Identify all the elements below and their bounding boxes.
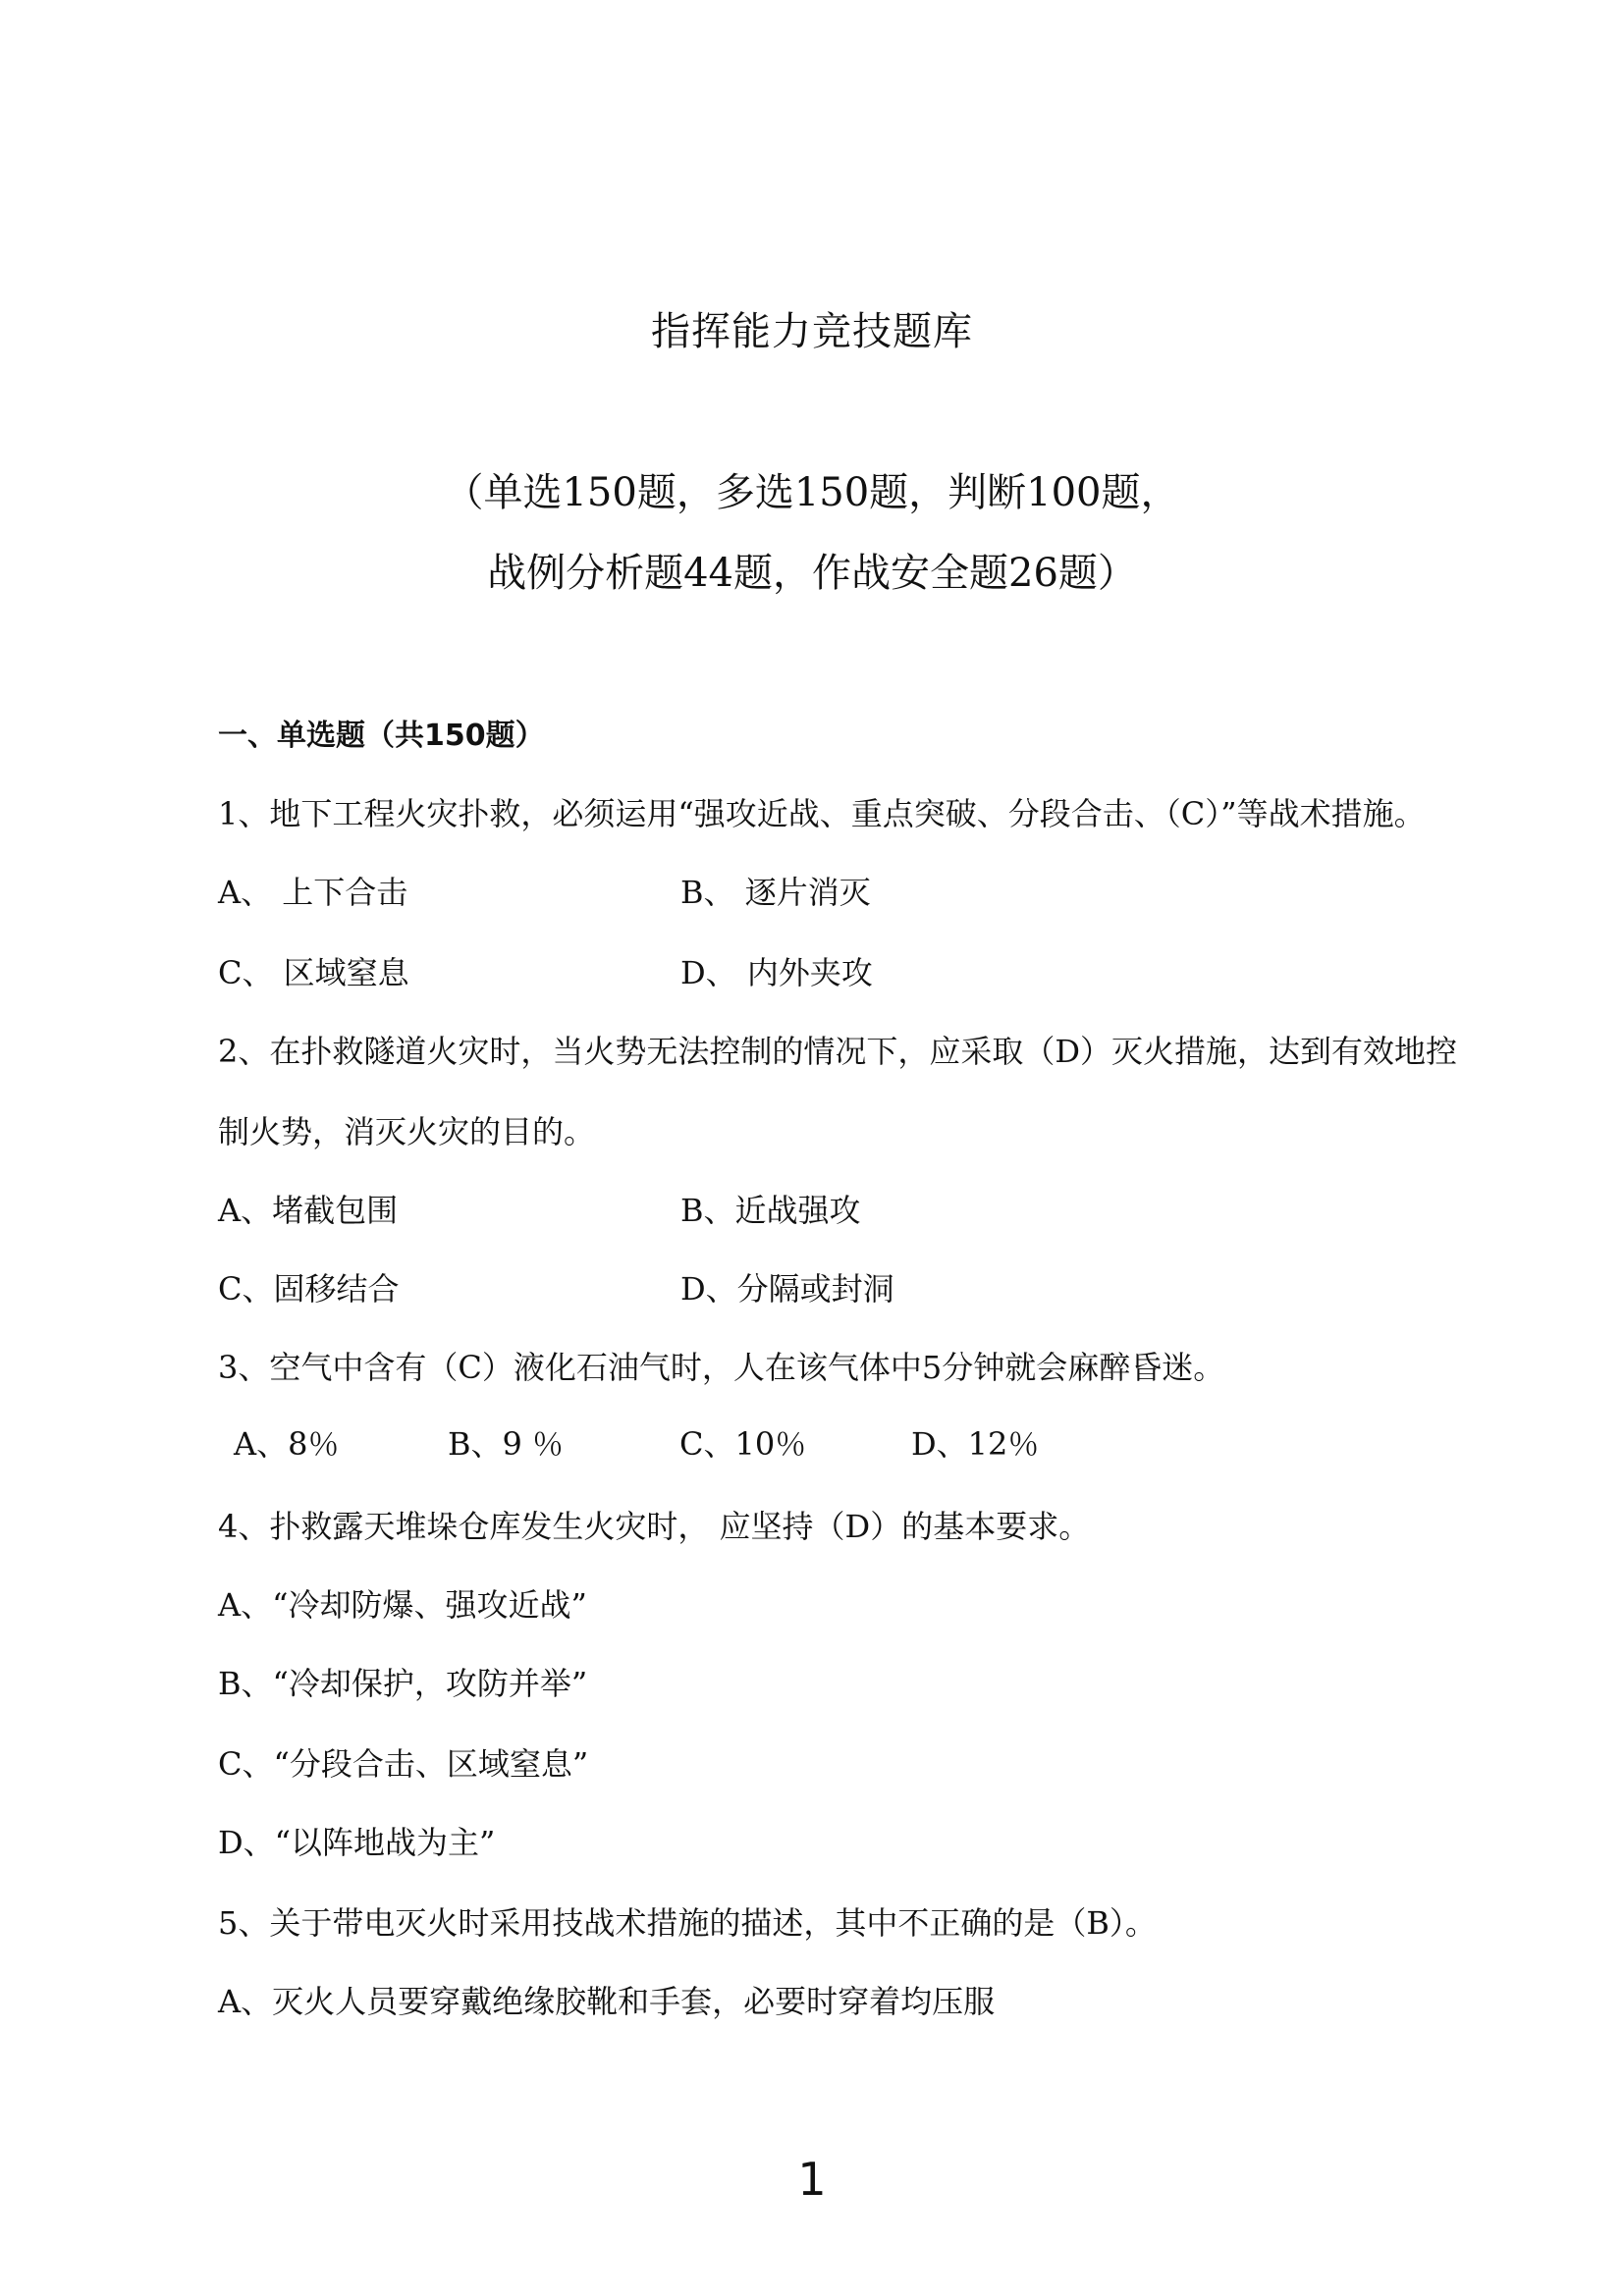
question-3-text: 3、空气中含有（C）液化石油气时，人在该气体中5分钟就会麻醉昏迷。 (218, 1349, 1225, 1386)
question-2-option-b: B、近战强攻 (680, 1192, 861, 1229)
question-4-text: 4、扑救露天堆垛仓库发生火灾时， 应坚持（D）的基本要求。 (218, 1508, 1091, 1545)
document-subtitle-line1: （单选150题，多选150题，判断100题， (444, 470, 1180, 515)
question-4-option-c: C、“分段合击、区域窒息” (218, 1745, 589, 1783)
question-5-option-a: A、灭火人员要穿戴绝缘胶靴和手套，必要时穿着均压服 (218, 1983, 996, 2020)
question-2-text-line2: 制火势，消灭火灾的目的。 (218, 1113, 596, 1150)
question-2-option-a: A、堵截包围 (218, 1192, 399, 1229)
document-title: 指挥能力竞技题库 (651, 309, 973, 354)
section-heading: 一、单选题（共150题） (218, 719, 545, 753)
question-1-option-d: D、 内外夹攻 (680, 954, 873, 991)
question-1-option-a: A、 上下合击 (218, 874, 408, 911)
question-2-text-line1: 2、在扑救隧道火灾时，当火势无法控制的情况下，应采取（D）灭火措施，达到有效地控 (218, 1033, 1458, 1070)
question-4-option-d: D、“以阵地战为主” (218, 1824, 496, 1861)
question-5-text: 5、关于带电灭火时采用技战术措施的描述，其中不正确的是（B）。 (218, 1904, 1157, 1942)
question-3-option-a: A、8％ (234, 1425, 340, 1463)
question-4-option-b: B、“冷却保护，攻防并举” (218, 1665, 588, 1702)
question-4-option-a: A、“冷却防爆、强攻近战” (218, 1586, 587, 1624)
question-2-option-d: D、分隔或封洞 (680, 1270, 894, 1308)
question-1-option-b: B、 逐片消灭 (680, 874, 871, 911)
document-subtitle-line2: 战例分析题44题，作战安全题26题） (487, 551, 1137, 596)
page-number: 1 (797, 2153, 827, 2206)
question-1-text: 1、地下工程火灾扑救，必须运用“强攻近战、重点突破、分段合击、（C）”等战术措施。 (218, 795, 1426, 832)
question-3-option-c: C、10％ (679, 1425, 807, 1463)
question-3-option-b: B、9 ％ (448, 1425, 565, 1463)
question-3-option-d: D、12％ (911, 1425, 1040, 1463)
question-2-option-c: C、固移结合 (218, 1270, 400, 1308)
question-1-option-c: C、 区域窒息 (218, 954, 409, 991)
